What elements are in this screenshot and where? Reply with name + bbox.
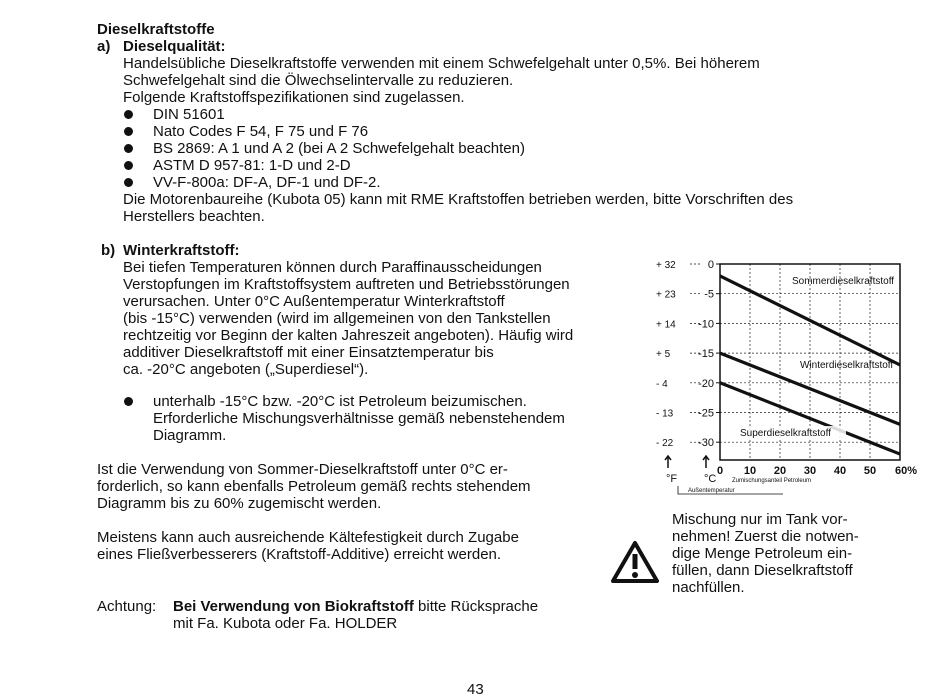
page-heading: Dieselkraftstoffe — [97, 21, 215, 38]
spec-item: DIN 51601 — [153, 106, 225, 123]
section-b-bullet: Erforderliche Mischungsverhältnisse gemäß nebenstehendem — [153, 410, 565, 427]
section-a-line: Handelsübliche Dieselkraftstoffe verwenden mit einem Schwefelgehalt unter 0,5%. Bei höherem — [123, 55, 760, 72]
series-label: Superdieselkraftstoff — [740, 428, 831, 439]
warning-note-line: nachfüllen. — [672, 579, 745, 596]
section-a-marker: a) — [97, 38, 111, 55]
y-tick-fahrenheit: + 23 — [656, 289, 676, 301]
section-b-line: rechtzeitig vor Beginn der kalten Jahreszeit angeboten). Häufig wird — [123, 327, 574, 344]
additive-paragraph-line: Meistens kann auch ausreichende Kältefestigkeit durch Zugabe — [97, 529, 519, 546]
warning-note-line: Mischung nur im Tank vor- — [672, 511, 848, 528]
attention-text — [173, 598, 538, 615]
spec-item: ASTM D 957-81: 1-D und 2-D — [153, 157, 351, 174]
x-tick-label: 20 — [773, 465, 787, 477]
warning-note-line: dige Menge Petroleum ein- — [672, 545, 853, 562]
section-a-line: Folgende Kraftstoffspezifikationen sind zugelassen. — [123, 89, 465, 106]
attention-rest: bitte Rücksprache — [413, 598, 539, 615]
bullet-dot — [124, 110, 133, 119]
summer-paragraph-line: Diagramm bis zu 60% zugemischt werden. — [97, 495, 382, 512]
section-a-title: Dieselqualität: — [123, 38, 226, 55]
section-b-line: Bei tiefen Temperaturen können durch Paraffinausscheidungen — [123, 259, 542, 276]
section-a-after: Die Motorenbaureihe (Kubota 05) kann mit RME Kraftstoffen betrieben werden, bitte Vorschriften des — [123, 191, 794, 208]
x-tick-label: 50 — [863, 465, 877, 477]
bullet-dot — [124, 178, 133, 187]
x-tick-label: 60% — [894, 465, 918, 477]
section-b-marker: b) — [101, 242, 116, 259]
y-tick-celsius: -10 — [698, 318, 714, 331]
y-tick-fahrenheit: + 5 — [656, 349, 671, 361]
additive-paragraph-line: eines Fließverbesserers (Kraftstoff-Additive) erreicht werden. — [97, 546, 502, 563]
x-axis-label: Zumischungsanteil Petroleum — [732, 478, 812, 484]
y-tick-celsius: -5 — [704, 288, 714, 301]
section-b-line: ca. -20°C angeboten („Superdiesel“). — [123, 361, 369, 378]
warning-triangle-icon — [610, 540, 660, 584]
bullet-dot — [124, 397, 133, 406]
y-unit-fahrenheit: °F — [666, 473, 678, 485]
y-tick-fahrenheit: - 4 — [656, 378, 668, 390]
attention-line2: mit Fa. Kubota oder Fa. HOLDER — [173, 615, 398, 632]
y-unit-celsius: °C — [704, 473, 717, 485]
warning-note-line: nehmen! Zuerst die notwen- — [672, 528, 859, 545]
y-tick-celsius: -20 — [698, 377, 714, 390]
section-b-line: Verstopfungen im Kraftstoffsystem auftreten und Betriebsstörungen — [123, 276, 570, 293]
y-tick-fahrenheit: - 13 — [656, 408, 674, 420]
section-b-bullet: Diagramm. — [153, 427, 227, 444]
chart-labels — [656, 259, 917, 494]
bullet-dot — [124, 144, 133, 153]
section-b-line: (bis -15°C) verwenden (wird im allgemeinen von den Tankstellen — [123, 310, 551, 327]
spec-item: VV-F-800a: DF-A, DF-1 und DF-2. — [153, 174, 381, 191]
section-a-line: Schwefelgehalt sind die Ölwechselintervalle zu reduzieren. — [123, 72, 514, 89]
y-tick-celsius: -30 — [698, 437, 714, 450]
x-tick-label: 10 — [743, 465, 757, 477]
y-axis-label: Außentemperatur — [688, 488, 735, 494]
petroleum-mix-chart — [648, 250, 918, 500]
spec-item: Nato Codes F 54, F 75 und F 76 — [153, 123, 369, 140]
bullet-dot — [124, 161, 133, 170]
series-label: Winterdieselkraftstoff — [800, 360, 894, 371]
y-tick-celsius: -15 — [698, 348, 714, 361]
section-b-title: Winterkraftstoff: — [123, 242, 240, 259]
summer-paragraph-line: forderlich, so kann ebenfalls Petroleum gemäß rechts stehendem — [97, 478, 531, 495]
spec-item: BS 2869: A 1 und A 2 (bei A 2 Schwefelgehalt beachten) — [153, 140, 525, 157]
warning-note-line: füllen, dann Dieselkraftstoff — [672, 562, 853, 579]
y-tick-fahrenheit: + 14 — [656, 319, 676, 331]
section-b-line: verursachen. Unter 0°C Außentemperatur Winterkraftstoff — [123, 293, 505, 310]
up-arrow-icon — [665, 456, 671, 468]
page-number: 43 — [467, 681, 484, 698]
up-arrow-icon — [703, 456, 709, 468]
summer-paragraph-line: Ist die Verwendung von Sommer-Dieselkraftstoff unter 0°C er- — [97, 461, 508, 478]
section-a-after: Herstellers beachten. — [123, 208, 265, 225]
attention-label: Achtung: — [97, 598, 157, 615]
x-tick-label: 0 — [716, 465, 724, 477]
bullet-dot — [124, 127, 133, 136]
attention-bold: Bei Verwendung von Biokraftstoff — [173, 598, 414, 615]
x-tick-label: 30 — [803, 465, 817, 477]
series-label: Sommerdieselkraftstoff — [792, 276, 895, 287]
x-tick-label: 40 — [833, 465, 847, 477]
section-b-bullet: unterhalb -15°C bzw. -20°C ist Petroleum beizumischen. — [153, 393, 527, 410]
section-b-line: additiver Dieselkraftstoff mit einer Einsatztemperatur bis — [123, 344, 494, 361]
y-tick-celsius: 0 — [707, 259, 714, 271]
y-tick-fahrenheit: + 32 — [656, 260, 676, 271]
y-tick-fahrenheit: - 22 — [656, 438, 674, 450]
y-tick-celsius: -25 — [698, 407, 714, 420]
